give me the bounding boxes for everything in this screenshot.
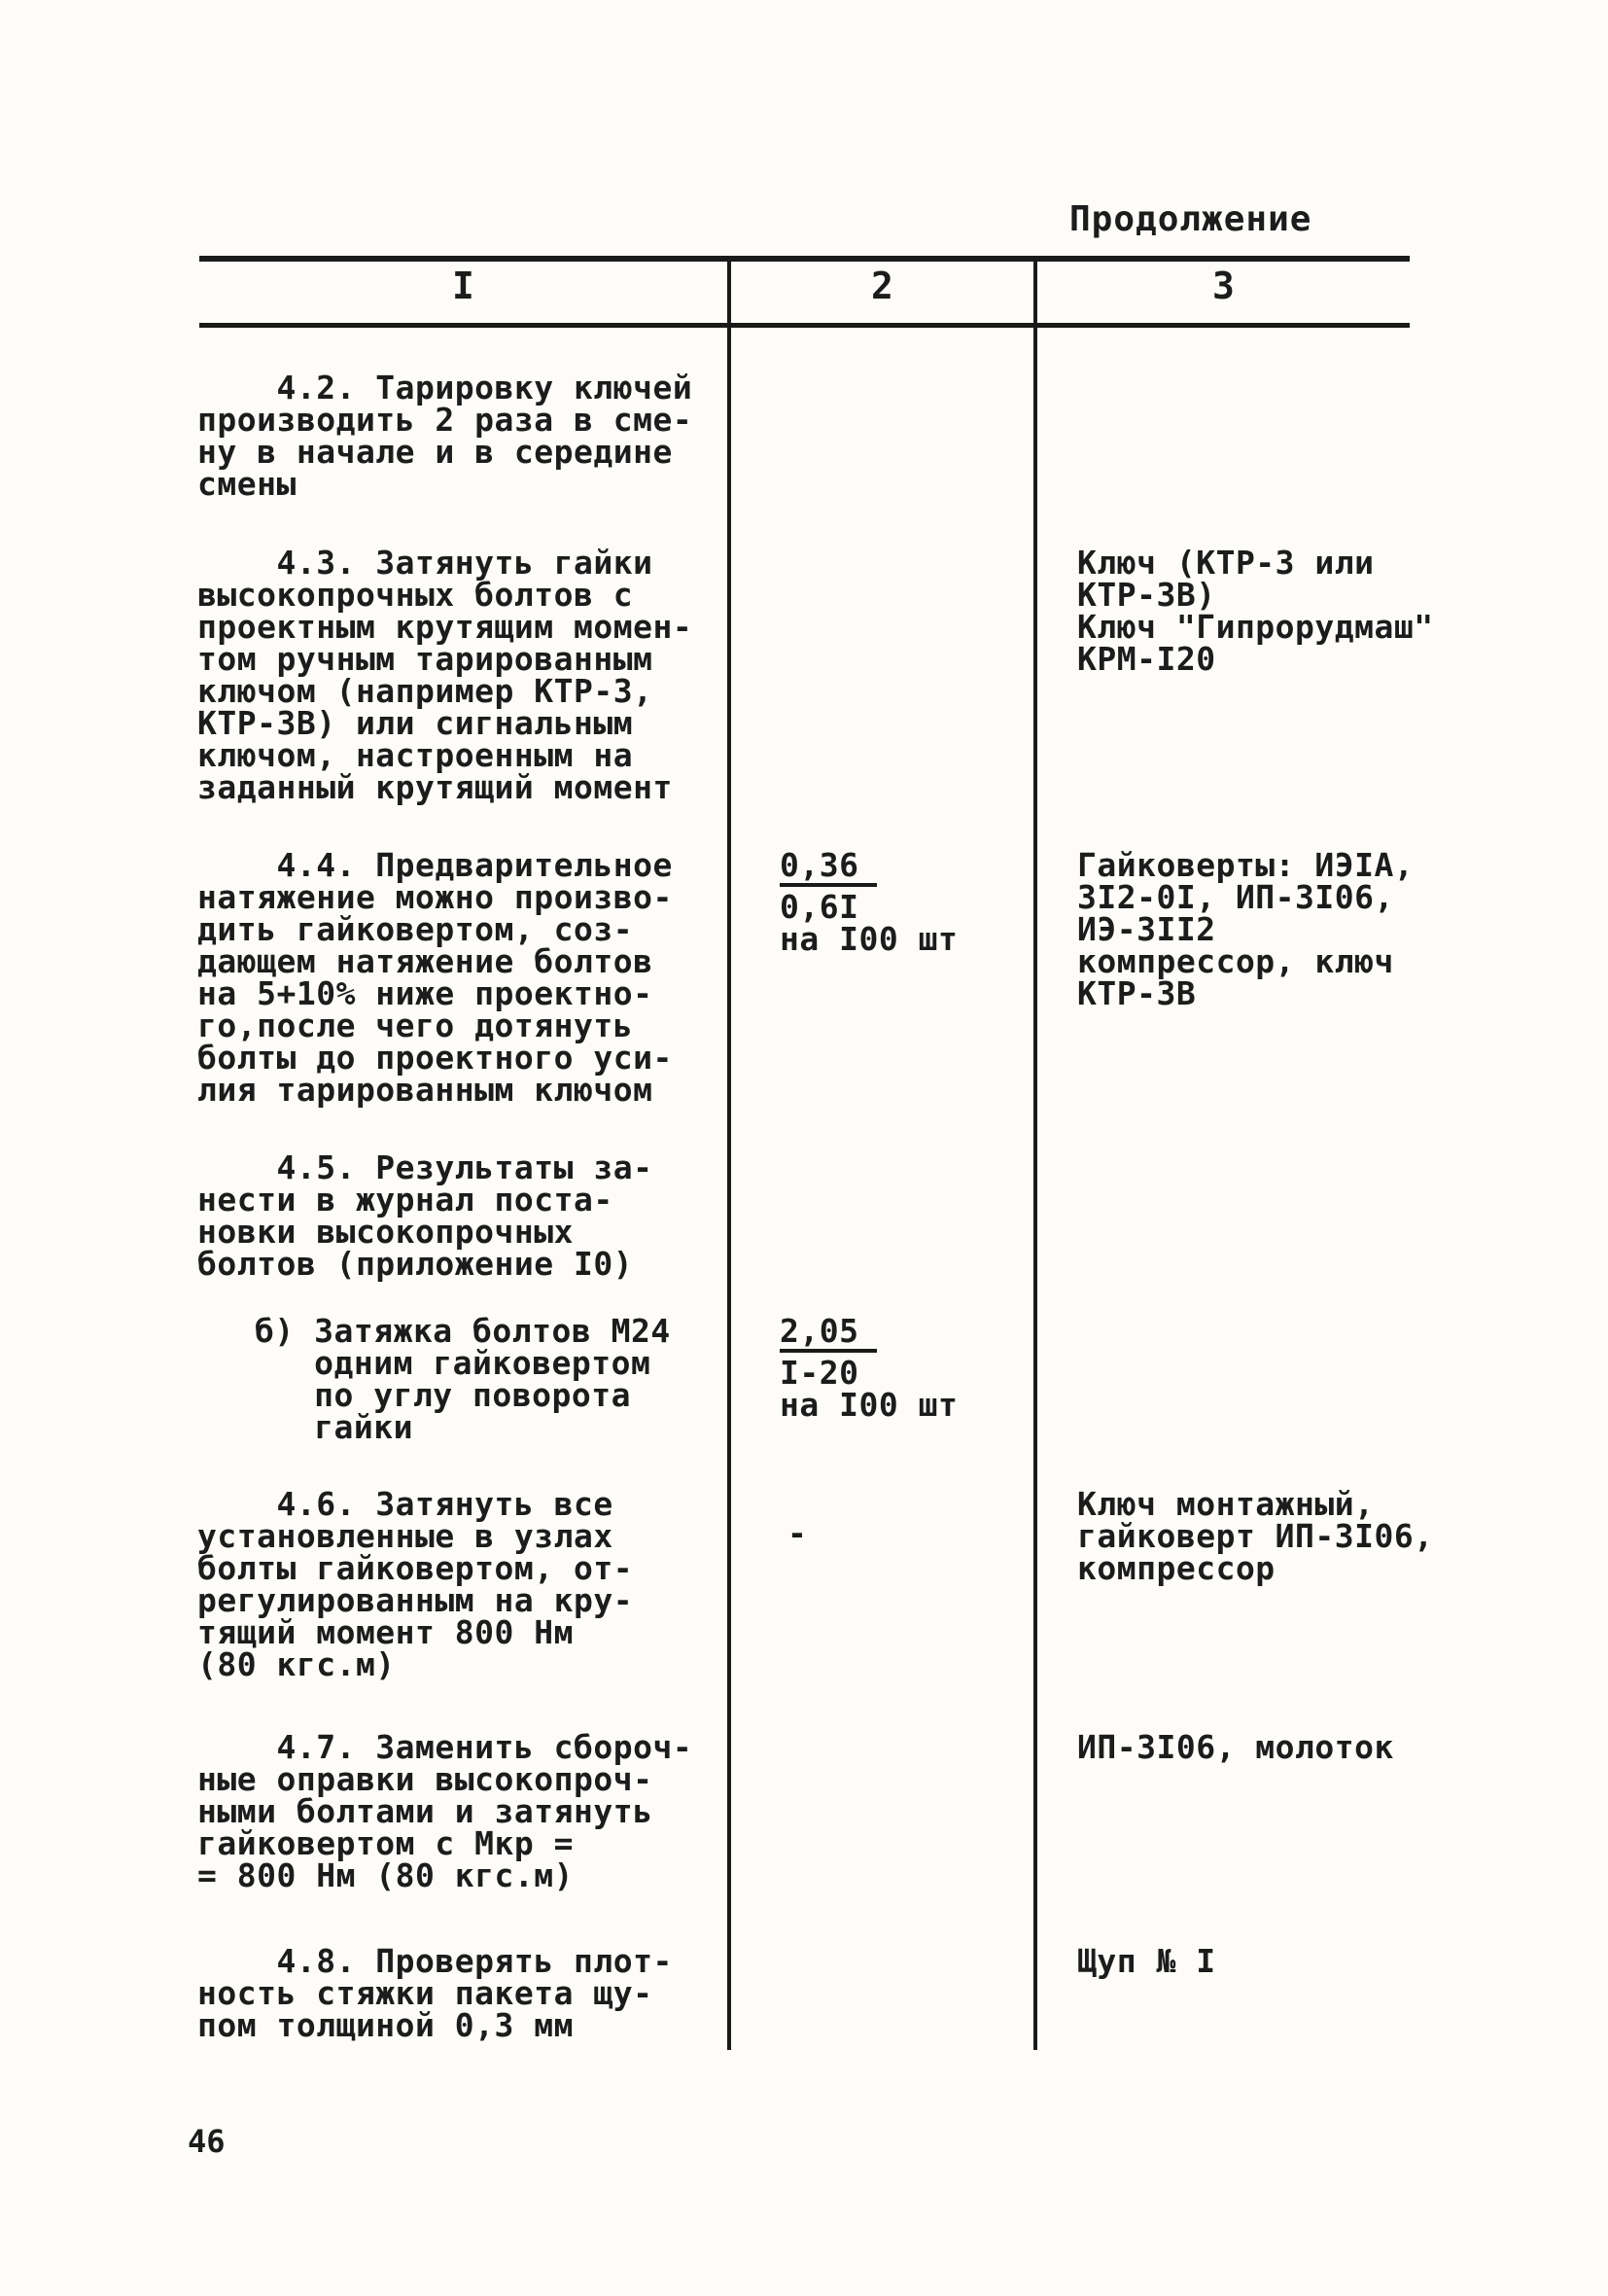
column-divider-2 — [1033, 256, 1037, 2050]
row-4-3-tools: Ключ (КТР-3 или КТР-3В) Ключ "Гипрорудмаш" КРМ-I20 — [1077, 544, 1434, 678]
table-top-rule — [199, 256, 1410, 262]
row-4-7-operation: 4.7. Заменить сбороч- ные оправки высокопроч- ными болтами и затянуть гайковертом с Мкр = = 800 Нм (80 кгс.м) — [197, 1728, 693, 1894]
row-b-norm — [780, 1312, 959, 1424]
row-4-4-norm — [780, 846, 959, 958]
row-b-norm-numerator: 2,05 — [780, 1315, 877, 1353]
row-4-6-norm: - — [787, 1514, 808, 1552]
row-4-5-operation: 4.5. Результаты за- нести в журнал поста- новки высокопрочных болтов (приложение I0) — [197, 1148, 653, 1283]
column-header-1: I — [452, 265, 474, 307]
row-4-4-norm-numerator: 0,36 — [780, 849, 877, 887]
column-header-3: 3 — [1212, 265, 1235, 307]
continuation-label: Продолжение — [1069, 199, 1312, 239]
table-header-rule — [199, 323, 1410, 328]
row-b-norm-denominator: I-20 на I00 шт — [780, 1354, 959, 1424]
page-number: 46 — [188, 2123, 226, 2160]
row-b-operation: б) Затяжка болтов М24 одним гайковертом по углу поворота гайки — [255, 1312, 671, 1446]
row-4-4-norm-denominator: 0,6I на I00 шт — [780, 888, 959, 958]
row-4-3-operation: 4.3. Затянуть гайки высокопрочных болтов с проектным крутящим момен- том ручным тарированным ключом (например КТР-3, КТР-3В) или сигнальным ключом, настроенным на заданный крутящий момент — [197, 544, 693, 806]
row-4-2-operation: 4.2. Тарировку ключей производить 2 раза в сме- ну в начале и в середине смены — [197, 369, 693, 503]
row-4-4-operation: 4.4. Предварительное натяжение можно произво- дить гайковертом, соз- дающем натяжение болтов на 5+10% ниже проектно- го,после чего дотянуть болты до проектного уси- лия тарированным ключом — [197, 846, 673, 1109]
row-4-7-tools: ИП-3I06, молоток — [1077, 1728, 1394, 1766]
row-4-6-tools: Ключ монтажный, гайковерт ИП-3I06, компрессор — [1077, 1485, 1434, 1587]
row-4-8-operation: 4.8. Проверять плот- ность стяжки пакета щу- пом толщиной 0,3 мм — [197, 1942, 673, 2044]
column-divider-1 — [727, 256, 731, 2050]
row-4-8-tools: Щуп № I — [1077, 1942, 1216, 1980]
row-4-6-operation: 4.6. Затянуть все установленные в узлах болты гайковертом, от- регулированным на кру- тящий момент 800 Нм (80 кгс.м) — [197, 1485, 634, 1683]
row-4-4-tools: Гайковерты: ИЭIА, 3I2-0I, ИП-3I06, ИЭ-3II2 компрессор, ключ КТР-3В — [1077, 846, 1415, 1012]
column-header-2: 2 — [871, 265, 893, 307]
